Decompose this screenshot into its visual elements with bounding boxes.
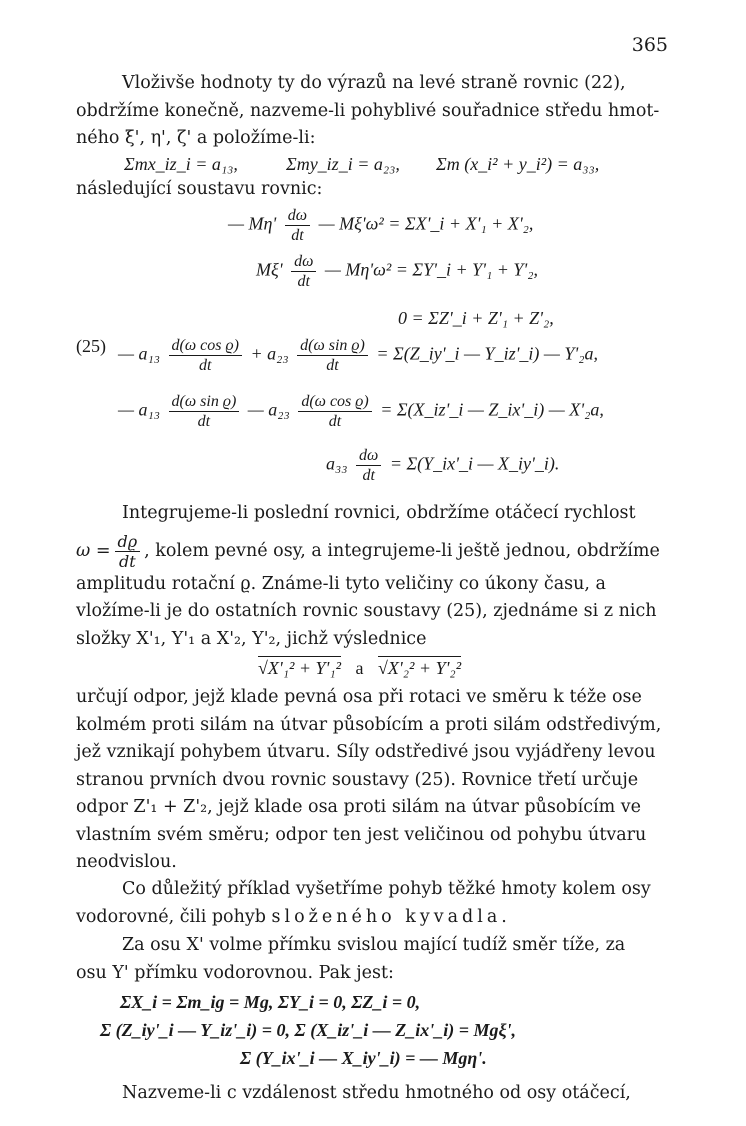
omega-num: dϱ (117, 531, 138, 551)
paragraph-4 (76, 876, 670, 931)
equation-2 (256, 252, 538, 291)
final-eq-1: ΣX_i = Σm_ig = Mg, ΣY_i = 0, ΣZ_i = 0, (120, 992, 421, 1012)
intro-line-2: obdržíme konečně, nazveme-li pohyblivé souřadnice středu hmot- (76, 100, 660, 121)
resultant-2: √X'₂² + Y'₂² (378, 658, 462, 678)
eq4-den-1: dt (169, 355, 242, 375)
eq5-rest: = Σ(X_iz'_i — Z_ix'_i) — X'₂a, (380, 399, 604, 420)
last-line-paragraph (76, 1080, 670, 1108)
equation-4 (118, 336, 598, 375)
eq2-num: dω (294, 253, 314, 270)
equation-5 (118, 392, 604, 431)
intro-line-3: ného ξ', η', ζ' a položíme-li: (76, 128, 316, 148)
eq2-coef: Mξ' (256, 259, 283, 280)
p4-spaced-term: složeného kyvadla. (271, 906, 511, 927)
eq6-fraction (356, 446, 381, 485)
eq4-den-2: dt (297, 355, 368, 375)
eq4-coef-1: — a₁₃ (118, 343, 161, 364)
equation-3: 0 = ΣZ'_i + Z'₁ + Z'₂, (398, 308, 554, 328)
p3-line-1: určují odpor, jejž klade pevná osa při rotaci ve směru k téže ose (76, 687, 642, 707)
omega-den: dt (115, 551, 141, 571)
p3-line-6: vlastním svém směru; odpor ten jest veličinou od pohybu útvaru (76, 824, 647, 845)
resultant-1: √X'₁² + Y'₁² (258, 658, 342, 678)
p5-line-1: Za osu X' volme přímku svislou mající tudíž směr tíže, za (122, 935, 626, 955)
eq2-den: dt (291, 271, 316, 291)
lead-system: následující soustavu rovnic: (76, 179, 323, 199)
p3-line-3: jež vznikají pohybem útvaru. Síly odstředivé jsou vyjádřeny levou (76, 742, 656, 762)
eq1-fraction (285, 206, 310, 245)
p4-line-1: Co důležitý příklad vyšetříme pohyb těžké hmoty kolem osy (122, 879, 651, 899)
eq6-rest: = Σ(Y_ix'_i — X_iy'_i). (389, 453, 560, 474)
omega-fraction (115, 532, 141, 571)
paragraph-2 (76, 500, 670, 653)
final-eq-3: Σ (Y_ix'_i — X_iy'_i) = — Mgη'. (240, 1048, 487, 1068)
p2-line-3: amplitudu rotační ϱ. Známe-li tyto veličiny co úkony času, a (76, 573, 606, 594)
eq5-den-2: dt (298, 411, 371, 431)
eq4-num-1: d(ω cos ϱ) (171, 337, 239, 354)
omega-lhs: ω = (76, 540, 111, 561)
p3-line-4: stranou prvních dvou rovnic soustavy (25). Rovnice třetí určuje (76, 769, 639, 790)
eq5-num-1: d(ω sin ϱ) (171, 393, 237, 410)
eq6-num: dω (359, 447, 379, 464)
resultant-line (258, 656, 461, 679)
eq1-coef: — Mη' (228, 213, 277, 234)
eq5-fraction-2 (298, 392, 371, 431)
eq1-num: dω (287, 207, 308, 224)
eq1-rest: — Mξ'ω² = ΣX'_i + X'₁ + X'₂, (318, 213, 534, 234)
p4-line-2-pre: vodorovné, čili pohyb (76, 906, 266, 927)
paragraph-5 (76, 932, 670, 987)
eq4-fraction-2 (297, 336, 368, 375)
p2-line-1: Integrujeme-li poslední rovnici, obdržíme otáčecí rychlost (122, 503, 636, 523)
p2-line-4: vložíme-li je do ostatních rovnic soustavy (25), zjednáme si z nich (76, 601, 657, 621)
eq4-num-2: d(ω sin ϱ) (300, 337, 365, 354)
final-eq-2: Σ (Z_iy'_i — Y_iz'_i) = 0, Σ (X_iz'_i — Z_ix'_i) = Mgξ', (100, 1020, 517, 1040)
equation-6 (326, 446, 559, 485)
resultant-and: a (355, 658, 364, 678)
last-line: Nazveme-li c vzdálenost středu hmotného od osy otáčecí, (122, 1083, 631, 1103)
p2-line-2 (76, 532, 670, 571)
eq5-coef-2: — a₂₃ (247, 399, 290, 420)
p5-line-2: osu Y' přímku vodorovnou. Pak jest: (76, 962, 394, 983)
eq1-den: dt (285, 225, 310, 245)
page-number: 365 (631, 34, 668, 56)
def-a13: Σmx_iz_i = a₁₃, (124, 154, 238, 174)
eq4-coef-2: + a₂₃ (250, 343, 289, 364)
def-a33: Σm (x_i² + y_i²) = a₃₃, (436, 154, 600, 174)
eq5-den-1: dt (169, 411, 240, 431)
eq4-rest: = Σ(Z_iy'_i — Y_iz'_i) — Y'₂a, (376, 343, 599, 364)
intro-paragraph (76, 70, 670, 153)
intro-line-1: Vloživše hodnoty ty do výrazů na levé straně rovnic (22), (122, 73, 626, 93)
equation-number: (25) (76, 336, 106, 356)
p3-line-2: kolmém proti silám na útvar působícím a proti silám odstředivým, (76, 714, 662, 735)
p2-line-2-rest: , kolem pevné osy, a integrujeme-li ještě jednou, obdržíme (144, 540, 660, 561)
eq2-rest: — Mη'ω² = ΣY'_i + Y'₁ + Y'₂, (324, 259, 538, 280)
p2-line-5: složky X'₁, Y'₁ a X'₂, Y'₂, jichž výslednice (76, 628, 427, 649)
p3-line-5: odpor Z'₁ + Z'₂, jejž klade osa proti silám na útvar působícím ve (76, 797, 642, 817)
eq6-den: dt (356, 465, 381, 485)
p3-line-7: neodvislou. (76, 852, 177, 872)
eq5-num-2: d(ω cos ϱ) (301, 393, 369, 410)
equation-1 (228, 206, 533, 245)
eq4-fraction-1 (169, 336, 242, 375)
def-a23: Σmy_iz_i = a₂₃, (286, 154, 400, 174)
eq2-fraction (291, 252, 316, 291)
eq5-coef-1: — a₁₃ (118, 399, 161, 420)
eq6-coef: a₃₃ (326, 453, 348, 474)
p4-line-2 (76, 904, 670, 932)
paragraph-3 (76, 684, 670, 877)
eq5-fraction-1 (169, 392, 240, 431)
